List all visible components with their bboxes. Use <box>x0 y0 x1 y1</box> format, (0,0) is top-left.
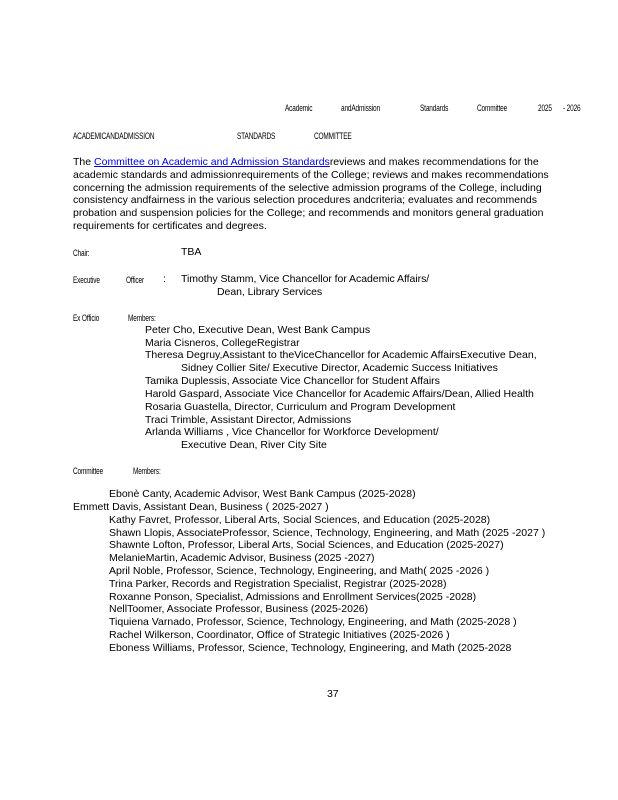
ex-officio-member: Traci Trimble, Assistant Director, Admissions <box>145 414 352 426</box>
ex-officio-member: Rosaria Guastella, Director, Curriculum and Program Development <box>145 401 456 413</box>
description-paragraph <box>73 156 573 233</box>
committee-member: Kathy Favret, Professor, Liberal Arts, Social Sciences, and Education (2025-2028) <box>109 514 491 526</box>
committee-members-label-2: Members: <box>133 466 161 476</box>
page-number: 37 <box>327 688 339 700</box>
committee-member: Tiquiena Varnado, Professor, Science, Technology, Engineering, and Math (2025-2028 ) <box>109 616 517 628</box>
ex-officio-member: Arlanda Williams , Vice Chancellor for Workforce Development/ <box>145 426 439 438</box>
ex-officio-member: Tamika Duplessis, Associate Vice Chancellor for Student Affairs <box>145 375 440 387</box>
header-year-end: - 2026 <box>563 103 581 113</box>
committee-member: Trina Parker, Records and Registration Specialist, Registrar (2025-2028) <box>109 578 447 590</box>
committee-member: Shawn Llopis, AssociateProfessor, Science, Technology, Engineering, and Math (2025 -2027 ) <box>109 527 546 539</box>
committee-member: NellToomer, Associate Professor, Business (2025-2026) <box>109 603 369 615</box>
title-part-committee: COMMITTEE <box>314 131 352 141</box>
ex-officio-member: Harold Gaspard, Associate Vice Chancellor for Academic Affairs/Dean, Allied Health <box>145 388 534 400</box>
committee-member: Eboness Williams, Professor, Science, Technology, Engineering, and Math (2025-2028 <box>109 642 512 654</box>
executive-officer-label-1: Executive <box>73 275 100 285</box>
ex-officio-member: Peter Cho, Executive Dean, West Bank Campus <box>145 324 371 336</box>
chair-label: Chair: <box>73 248 90 258</box>
committee-member: Roxanne Ponson, Specialist, Admissions and Enrollment Services(2025 -2028) <box>109 591 477 603</box>
header-year-start: 2025 <box>538 103 552 113</box>
committee-member: April Noble, Professor, Science, Technology, Engineering, and Math( 2025 -2026 ) <box>109 565 490 577</box>
executive-officer-line-2: Dean, Library Services <box>217 286 323 298</box>
committee-member: Shawnte Lofton, Professor, Liberal Arts, Social Sciences, and Education (2025-2027) <box>109 539 504 551</box>
ex-officio-label-2: Members: <box>128 313 156 323</box>
ex-officio-member-continuation: Executive Dean, River City Site <box>181 439 327 451</box>
executive-officer-colon: : <box>163 273 166 285</box>
executive-officer-label-2: Officer <box>126 275 144 285</box>
description-body: reviews and makes recommendations for the academic standards and admissionrequirements of the College; reviews and makes recommendations concerning the admission requirements of the selective admission programs of the College, including consistency andfairness in the various selection procedures andcriteria; evaluates and recommends probation and suspension policies for the College; and recommends and monitors general graduation requirements for certificates and degrees. <box>73 156 549 232</box>
ex-officio-label-1: Ex Officio <box>73 313 100 323</box>
header-word-standards: Standards <box>420 103 449 113</box>
committee-link[interactable]: Committee on Academic and Admission Standards <box>94 156 330 168</box>
committee-member: Rachel Wilkerson, Coordinator, Office of Strategic Initiatives (2025-2026 ) <box>109 629 450 641</box>
committee-members-label-1: Committee <box>73 466 104 476</box>
header-word-and-admission: andAdmission <box>341 103 380 113</box>
ex-officio-member: Maria Cisneros, CollegeRegistrar <box>145 337 300 349</box>
executive-officer-line-1: Timothy Stamm, Vice Chancellor for Academic Affairs/ <box>181 273 430 285</box>
header-word-academic: Academic <box>285 103 313 113</box>
committee-member: Emmett Davis, Assistant Dean, Business ( 2025-2027 ) <box>73 501 329 513</box>
title-part-standards: STANDARDS <box>237 131 276 141</box>
chair-value: TBA <box>181 246 202 258</box>
title-part-academic-admission: ACADEMICANDADMISSION <box>73 131 155 141</box>
ex-officio-member-continuation: Sidney Collier Site/ Executive Director, Academic Success Initiatives <box>181 362 498 374</box>
description-prefix: The <box>73 156 95 168</box>
committee-member: MelanieMartin, Academic Advisor, Business (2025 -2027) <box>109 552 375 564</box>
ex-officio-member: Theresa Degruy,Assistant to theViceChancellor for Academic AffairsExecutive Dean, <box>145 349 537 361</box>
committee-member: Ebonè Canty, Academic Advisor, West Bank Campus (2025-2028) <box>109 488 416 500</box>
header-word-committee: Committee <box>477 103 508 113</box>
